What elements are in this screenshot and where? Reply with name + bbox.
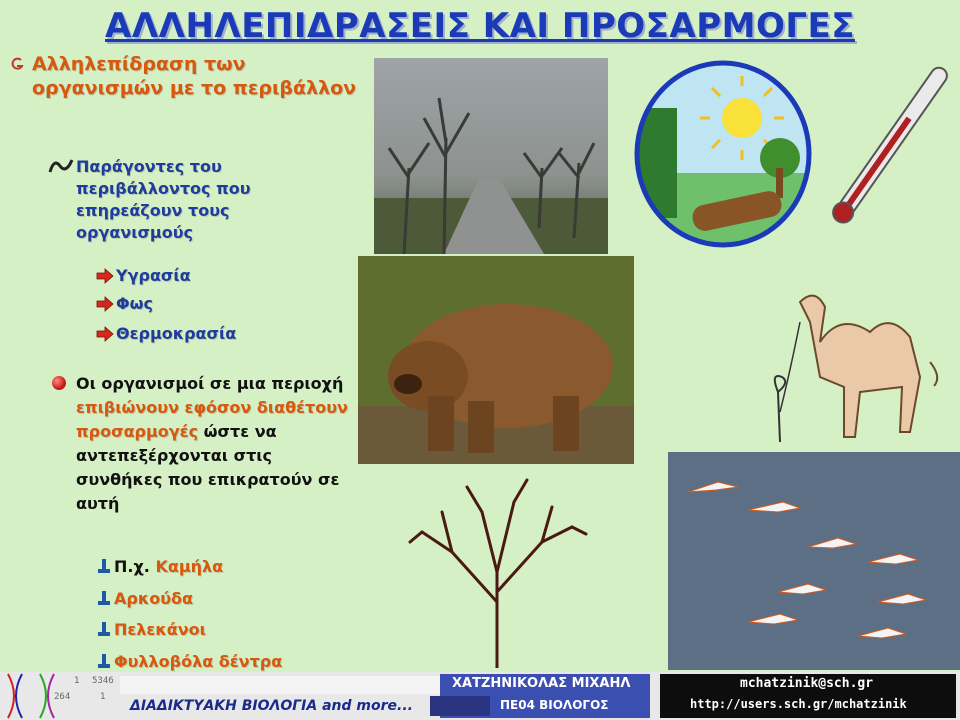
main-heading: Αλληλεπίδραση των οργανισμών με το περιβάλλον — [32, 53, 357, 99]
curve-bullet-icon — [48, 154, 74, 176]
down-arrow-icon — [98, 622, 110, 638]
foggy-road-image — [374, 58, 608, 254]
footer-author: ΧΑΤΖΗΝΙΚΟΛΑΣ ΜΙΧΑΗΛ — [452, 676, 631, 691]
pelicans-image — [668, 452, 960, 670]
down-arrow-icon — [98, 591, 110, 607]
down-arrow-icon — [98, 654, 110, 670]
down-arrow-icon — [98, 559, 110, 575]
red-arrow-icon — [96, 296, 114, 312]
footer-role: ΠΕ04 ΒΙΟΛΟΓΟΣ — [500, 698, 609, 712]
environment-circle-image — [632, 58, 814, 250]
footer-number: 1 — [100, 692, 106, 702]
factors-heading: Παράγοντες του περιβάλλοντος που επηρεάζουν τους οργανισμούς — [76, 157, 251, 242]
factor-label: Φως — [116, 294, 153, 313]
example-label: Φυλλοβόλα δέντρα — [114, 652, 283, 671]
factor-label: Υγρασία — [116, 266, 191, 285]
body-paragraph — [76, 372, 351, 516]
footer-banner — [0, 672, 960, 720]
example-label: Πελεκάνοι — [114, 620, 206, 639]
footer-number: 264 — [54, 692, 71, 702]
bear-image — [358, 256, 634, 464]
deciduous-tree-image — [402, 472, 592, 668]
footer-tagline: ΔΙΑΔΙΚΤΥΑΚΗ ΒΙΟΛΟΓΙΑ and more... — [130, 698, 413, 714]
example-label: Καμήλα — [155, 557, 224, 576]
red-arrow-icon — [96, 268, 114, 284]
footer-email-link[interactable]: mchatzinik@sch.gr — [740, 676, 874, 691]
slide-title: ΑΛΛΗΛΕΠΙΔΡΑΣΕΙΣ ΚΑΙ ΠΡΟΣΑΡΜΟΓΕΣ — [105, 6, 855, 46]
example-prefix: Π.χ. — [114, 557, 156, 576]
camel-image — [720, 282, 952, 444]
body-text-end: ώστε να αντεπεξέρχονται στις συνθήκες που επικρατούν σε αυτή — [76, 422, 340, 513]
footer-site-link[interactable]: http://users.sch.gr/mchatzinik — [690, 697, 907, 711]
factor-label: Θερμοκρασία — [116, 324, 237, 343]
red-arrow-icon — [96, 326, 114, 342]
swirl-bullet-icon — [10, 56, 24, 70]
footer-number: 5346 — [92, 676, 114, 686]
body-text-start: Οι οργανισμοί σε μια περιοχή — [76, 374, 344, 393]
body-highlight: επιβιώνουν εφόσον διαθέτουν προσαρμογές — [76, 398, 348, 441]
red-ball-bullet-icon — [52, 376, 66, 390]
thermometer-image — [824, 52, 954, 242]
footer-number: 1 — [74, 676, 80, 686]
example-label: Αρκούδα — [114, 589, 193, 608]
